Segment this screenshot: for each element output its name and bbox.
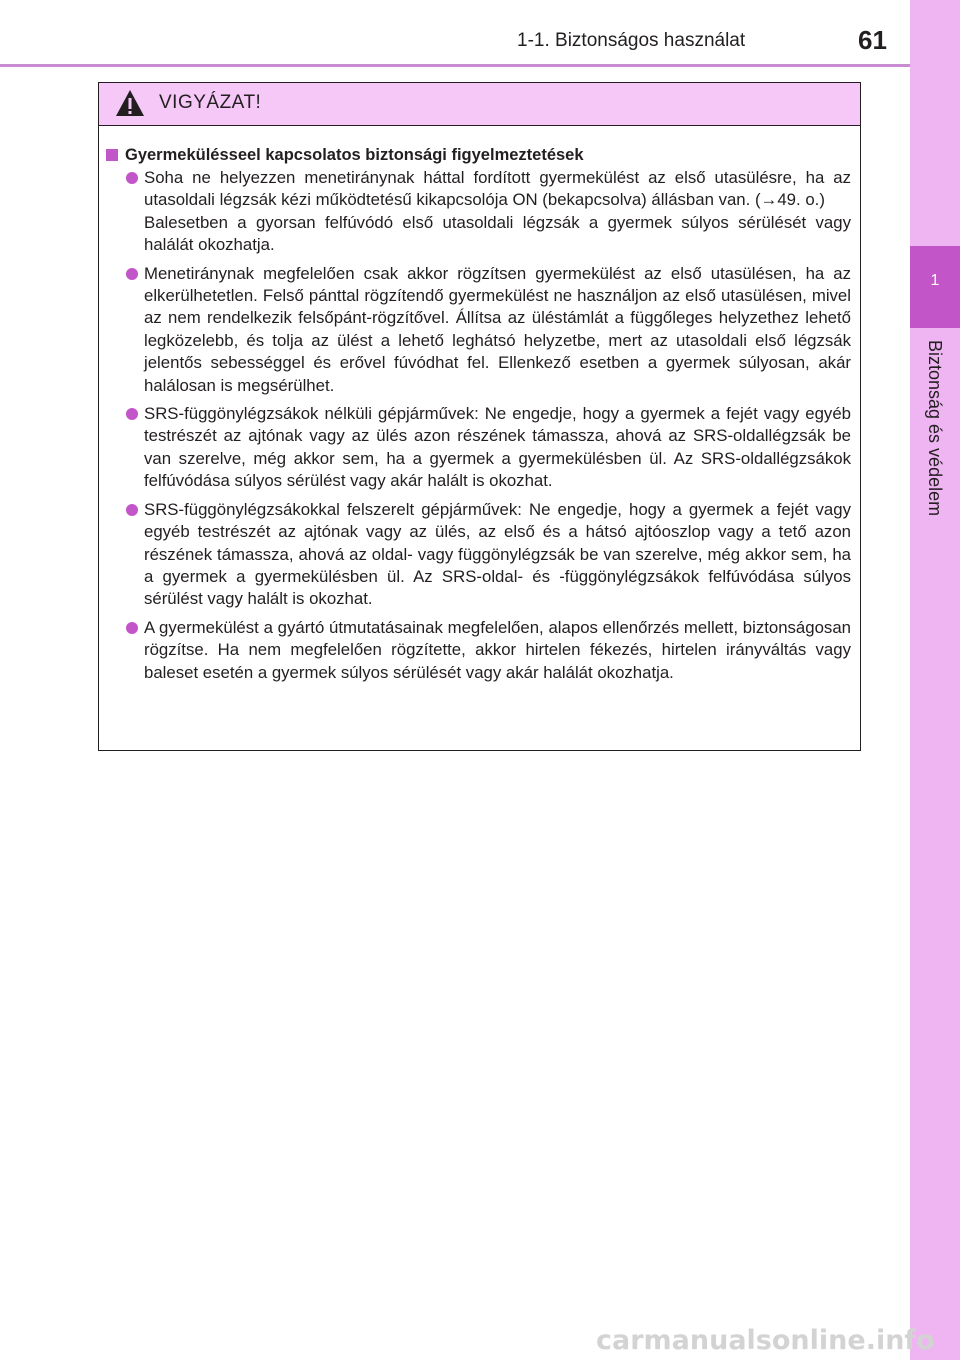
caution-box — [98, 82, 861, 751]
section-title: 1-1. Biztonságos használat — [517, 30, 746, 51]
section-heading — [106, 144, 852, 166]
list-item-text: SRS-függönylégzsákok nélküli gépjárművek: Ne engedje, hogy a gyermek a fejét vagy egyéb testrészét az ajtónak vagy az ülés azon részének támassza, ahová az SRS-oldallégzsák be van szerelve, még akkor sem, ha a gyermek a gyermekülésben ül. Az SRS-oldallégzsákok felfúvódása súlyos sérülést vagy akár halált is okozhat. — [144, 404, 851, 491]
list-item-text: Soha ne helyezzen menetiránynak háttal fordított gyermekülést az első utasülésre, ha az utasoldali légzsák kézi működtetésű kikapcsolója ON (bekapcsolva) állásban van. (→49. o.) — [144, 168, 851, 210]
list-item-text: Balesetben a gyorsan felfúvódó első utasoldali légzsák a gyermek súlyos sérülését vagy halálát okozhatja. — [144, 212, 851, 255]
bullet-dot-icon — [126, 504, 138, 516]
watermark-text: carmanualsonline.info — [596, 1325, 935, 1356]
chapter-side-tab — [910, 0, 960, 1360]
bullet-dot-icon — [126, 622, 138, 634]
section-heading-text: Gyermekülésseel kapcsolatos biztonsági figyelmeztetések — [125, 146, 584, 164]
square-bullet-icon — [106, 149, 118, 161]
caution-body — [99, 126, 860, 684]
bullet-dot-icon — [126, 408, 138, 420]
list-item — [106, 403, 852, 493]
list-item — [106, 167, 852, 257]
bullet-dot-icon — [126, 268, 138, 280]
header-divider — [0, 64, 910, 67]
list-item — [106, 263, 852, 397]
list-item-text: Menetiránynak megfelelően csak akkor rögzítsen gyermekülést az első utasülésen, ha az elkerülhetetlen. Felső pánttal rögzítendő gyermekülést ne használjon az első utasülésen, mivel az nem rendelkezik felsőpánt-rögzítővel. Állítsa az üléstámlát a függőleges helyzethez lehető legközelebb, és tolja az ülést a lehető leghátsó helyzetbe, mert az utasoldali első légzsák jelentős sebességgel és erővel fúvódhat fel. Ellenkező esetben a gyermek súlyosan, akár halálosan is megsérülhet. — [144, 263, 851, 395]
chapter-title: Biztonság és védelem — [925, 340, 945, 517]
list-item — [106, 617, 852, 684]
warning-triangle-icon — [115, 89, 145, 117]
caution-header — [99, 83, 860, 126]
caution-title: VIGYÁZAT! — [159, 92, 262, 113]
list-item-text: SRS-függönylégzsákokkal felszerelt gépjárművek: Ne engedje, hogy a gyermek a fejét vagy egyéb testrészét az ajtónak vagy az ülés, az első és a hátsó ajtóoszlop vagy a tető azon részének támassza, ahová az oldal- vagy függönylégzsák be van szerelve, még akkor sem, ha a gyermek a gyermekülésben ül. Az SRS-oldal- és -függönylégzsákok felfúvódása súlyos sérülést vagy halált is okozhat. — [144, 499, 851, 609]
page-number: 61 — [858, 25, 887, 55]
bullet-dot-icon — [126, 172, 138, 184]
caution-list — [106, 167, 852, 684]
chapter-number: 1 — [930, 272, 940, 289]
list-item-text: A gyermekülést a gyártó útmutatásainak megfelelően, alapos ellenőrzés mellett, biztonságosan rögzítse. Ha nem megfelelően rögzítette, akkor hirtelen fékezés, hirtelen irányváltás vagy baleset esetén a gyermek súlyos sérülését vagy akár halálát okozhatja. — [144, 617, 851, 682]
list-item — [106, 499, 852, 611]
